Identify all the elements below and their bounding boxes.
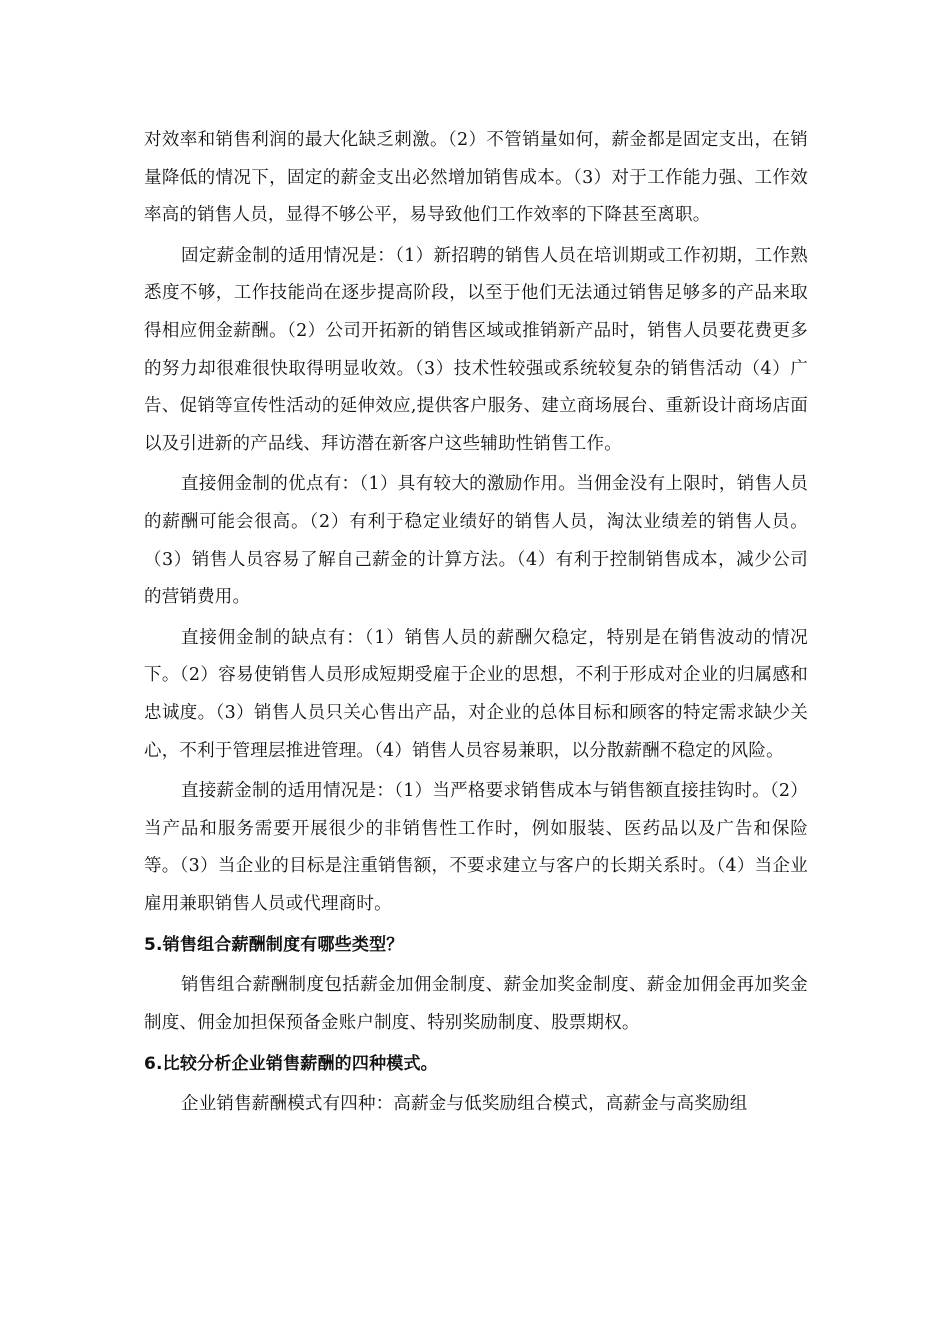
paragraph-fixed-salary-applicability: 固定薪金制的适用情况是：（1）新招聘的销售人员在培训期或工作初期，工作熟悉度不够，工作技能尚在逐步提高阶段，以至于他们无法通过销售足够多的产品来取得相应佣金薪酬。（2）公司开拓新的销售区域或推销新产品时，销售人员要花费更多的努力却很难很快取得明显收效。（3）技术性较强或系统较复杂的销售活动（4）广告、促销等宣传性活动的延伸效应,提供客户服务、建立商场展台、重新设计商场店面以及引进新的产品线、拜访潜在新客户这些辅助性销售工作。 [144, 245, 808, 454]
document-page [144, 122, 808, 1126]
heading-question-6: 6.比较分析企业销售薪酬的四种模式。 [144, 1054, 438, 1075]
paragraph-commission-advantages: 直接佣金制的优点有：（1）具有较大的激励作用。当佣金没有上限时，销售人员的薪酬可能会很高。（2）有利于稳定业绩好的销售人员，淘汰业绩差的销售人员。（3）销售人员容易了解自己薪金的计算方法。（4）有利于控制销售成本，减少公司的营销费用。 [144, 474, 808, 608]
heading-question-5: 5.销售组合薪酬制度有哪些类型？ [144, 935, 404, 956]
paragraph-four-pay-models: 企业销售薪酬模式有四种：高薪金与低奖励组合模式，高薪金与高奖励组 [181, 1093, 748, 1114]
paragraph-combined-pay-types: 销售组合薪酬制度包括薪金加佣金制度、薪金加奖金制度、薪金加佣金再加奖金制度、佣金加担保预备金账户制度、特别奖励制度、股票期权。 [144, 975, 808, 1033]
paragraph-commission-disadvantages: 直接佣金制的缺点有：（1）销售人员的薪酬欠稳定，特别是在销售波动的情况下。（2）容易使销售人员形成短期受雇于企业的思想，不利于形成对企业的归属感和忠诚度。（3）销售人员只关心售出产品，对企业的总体目标和顾客的特定需求缺少关心，不利于管理层推进管理。（4）销售人员容易兼职，以分散薪酬不稳定的风险。 [144, 627, 808, 761]
paragraph-fixed-salary-drawbacks: 对效率和销售利润的最大化缺乏刺激。（2）不管销量如何，薪金都是固定支出，在销量降低的情况下，固定的薪金支出必然增加销售成本。（3）对于工作能力强、工作效率高的销售人员，显得不够公平，易导致他们工作效率的下降甚至离职。 [144, 130, 808, 226]
paragraph-commission-applicability: 直接薪金制的适用情况是：（1）当严格要求销售成本与销售额直接挂钩时。（2）当产品和服务需要开展很少的非销售性工作时，例如服装、医药品以及广告和保险等。（3）当企业的目标是注重销售额，不要求建立与客户的长期关系时。（4）当企业雇用兼职销售人员或代理商时。 [144, 781, 808, 914]
